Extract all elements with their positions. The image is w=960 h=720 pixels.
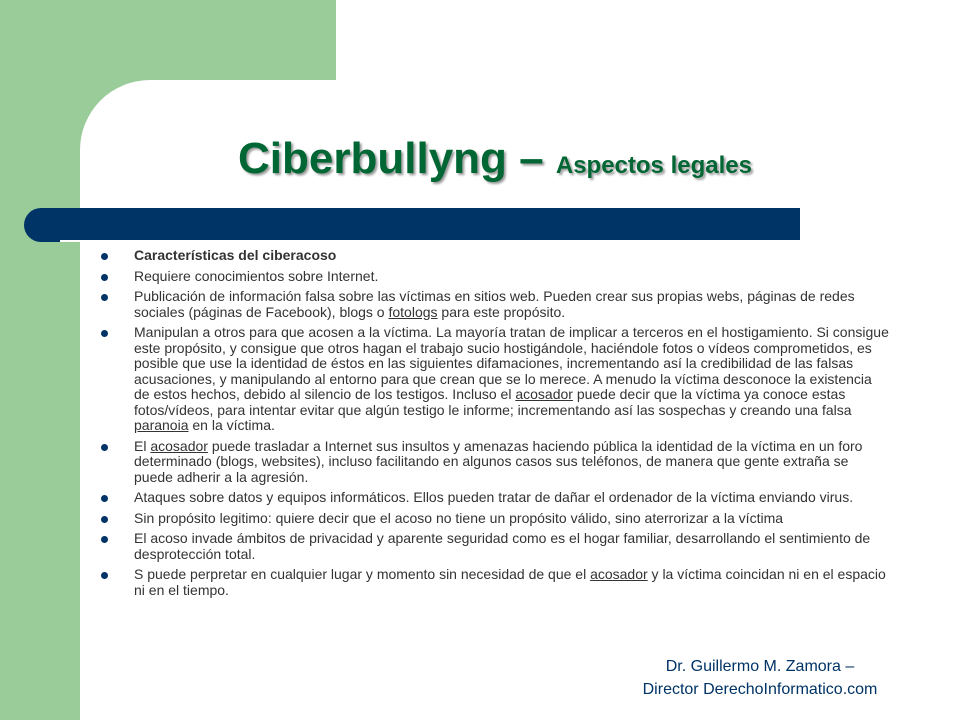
bullet-text: en la víctima. <box>188 417 275 433</box>
slide-title <box>130 134 860 184</box>
link-acosador[interactable]: acosador <box>515 386 573 402</box>
green-decor-left <box>0 0 80 720</box>
bullet-text: puede trasladar a Internet sus insultos y amenazas haciendo pública la identidad de la víctima en un foro determinado (blogs, websites), incluso facilitando en algunos casos sus teléfonos, de manera que gente extraña se puede adherir a la agresión. <box>134 437 863 485</box>
bullet-text: Requiere conocimientos sobre Internet. <box>134 267 379 284</box>
bullet-item <box>100 490 890 506</box>
bullet-dot-icon <box>101 253 108 260</box>
bullet-item <box>100 439 890 486</box>
author-footer <box>600 655 920 701</box>
link-paranoia[interactable]: paranoia <box>134 417 189 433</box>
bullet-dot-icon <box>101 444 108 451</box>
link-fotologs[interactable]: fotologs <box>388 303 438 320</box>
title-sub: Aspectos legales <box>555 152 752 179</box>
footer-site: Director DerechoInformatico.com <box>642 681 878 698</box>
bullet-dot-icon <box>101 274 108 281</box>
bullet-item <box>100 269 890 285</box>
bullet-text: S puede perpretar en cualquier lugar y momento sin necesidad de que el <box>134 566 591 582</box>
bullet-item <box>100 511 890 527</box>
bullet-text: para este propósito. <box>437 303 566 320</box>
divider-notch <box>60 240 800 242</box>
link-acosador[interactable]: acosador <box>590 566 648 582</box>
bullet-item <box>100 289 890 320</box>
bullet-text: Manipulan a otros para que acosen a la víctima. La mayoría tratan de implicar a terceros en el hostigamiento. Si consigue este propósito, y consigue que otros hagan el trabajo sucio hostigándole, haciéndole fotos o vídeos comprometidos, es posible que use la identidad de éstos en las siguientes difamaciones, incrementando así la credibilidad de las falsas acusaciones, y manipulando al entorno para que crean que se lo merece. A menudo la víctima desconoce la existencia de estos hechos, debido al silencio de los testigos. Incluso el <box>134 324 889 402</box>
bullet-text: Características del ciberacoso <box>134 247 337 263</box>
bullet-text: Publicación de información falsa sobre las víctimas en sitios web. Pueden crear sus propias webs, páginas de redes sociales (páginas de Facebook), blogs o <box>134 288 855 320</box>
bullet-dot-icon <box>101 536 108 543</box>
bullet-text: Ataques sobre datos y equipos informáticos. Ellos pueden tratar de dañar el ordenador de la víctima enviando virus. <box>134 489 854 505</box>
bullet-dot-icon <box>101 330 108 337</box>
footer-author: Dr. Guillermo M. Zamora – <box>665 658 855 675</box>
title-divider-bar <box>24 208 800 242</box>
bullet-text: El <box>134 437 151 454</box>
title-main: Ciberbullyng – <box>238 134 556 183</box>
bullet-text: puede decir que la víctima ya conoce estas fotos/vídeos, para intentar evitar que algún testigo le informe; incrementando así las sospechas y creando una falsa <box>134 386 852 418</box>
bullet-dot-icon <box>101 294 108 301</box>
bullet-text: Sin propósito legitimo: quiere decir que el acoso no tiene un propósito válido, sino aterrorizar a la víctima <box>134 509 784 526</box>
link-acosador[interactable]: acosador <box>150 437 208 454</box>
bullet-item <box>100 531 890 562</box>
bullet-list <box>100 248 890 603</box>
bullet-item <box>100 567 890 598</box>
bullet-item <box>100 248 890 264</box>
bullet-text: y la víctima coincidan ni en el espacio ni en el tiempo. <box>134 566 886 598</box>
bullet-dot-icon <box>101 495 108 502</box>
bullet-text: El acoso invade ámbitos de privacidad y aparente seguridad como es el hogar familiar, desarrollando el sentimiento de desprotección total. <box>134 530 871 562</box>
bullet-item <box>100 325 890 434</box>
bullet-dot-icon <box>101 572 108 579</box>
bullet-dot-icon <box>101 516 108 523</box>
